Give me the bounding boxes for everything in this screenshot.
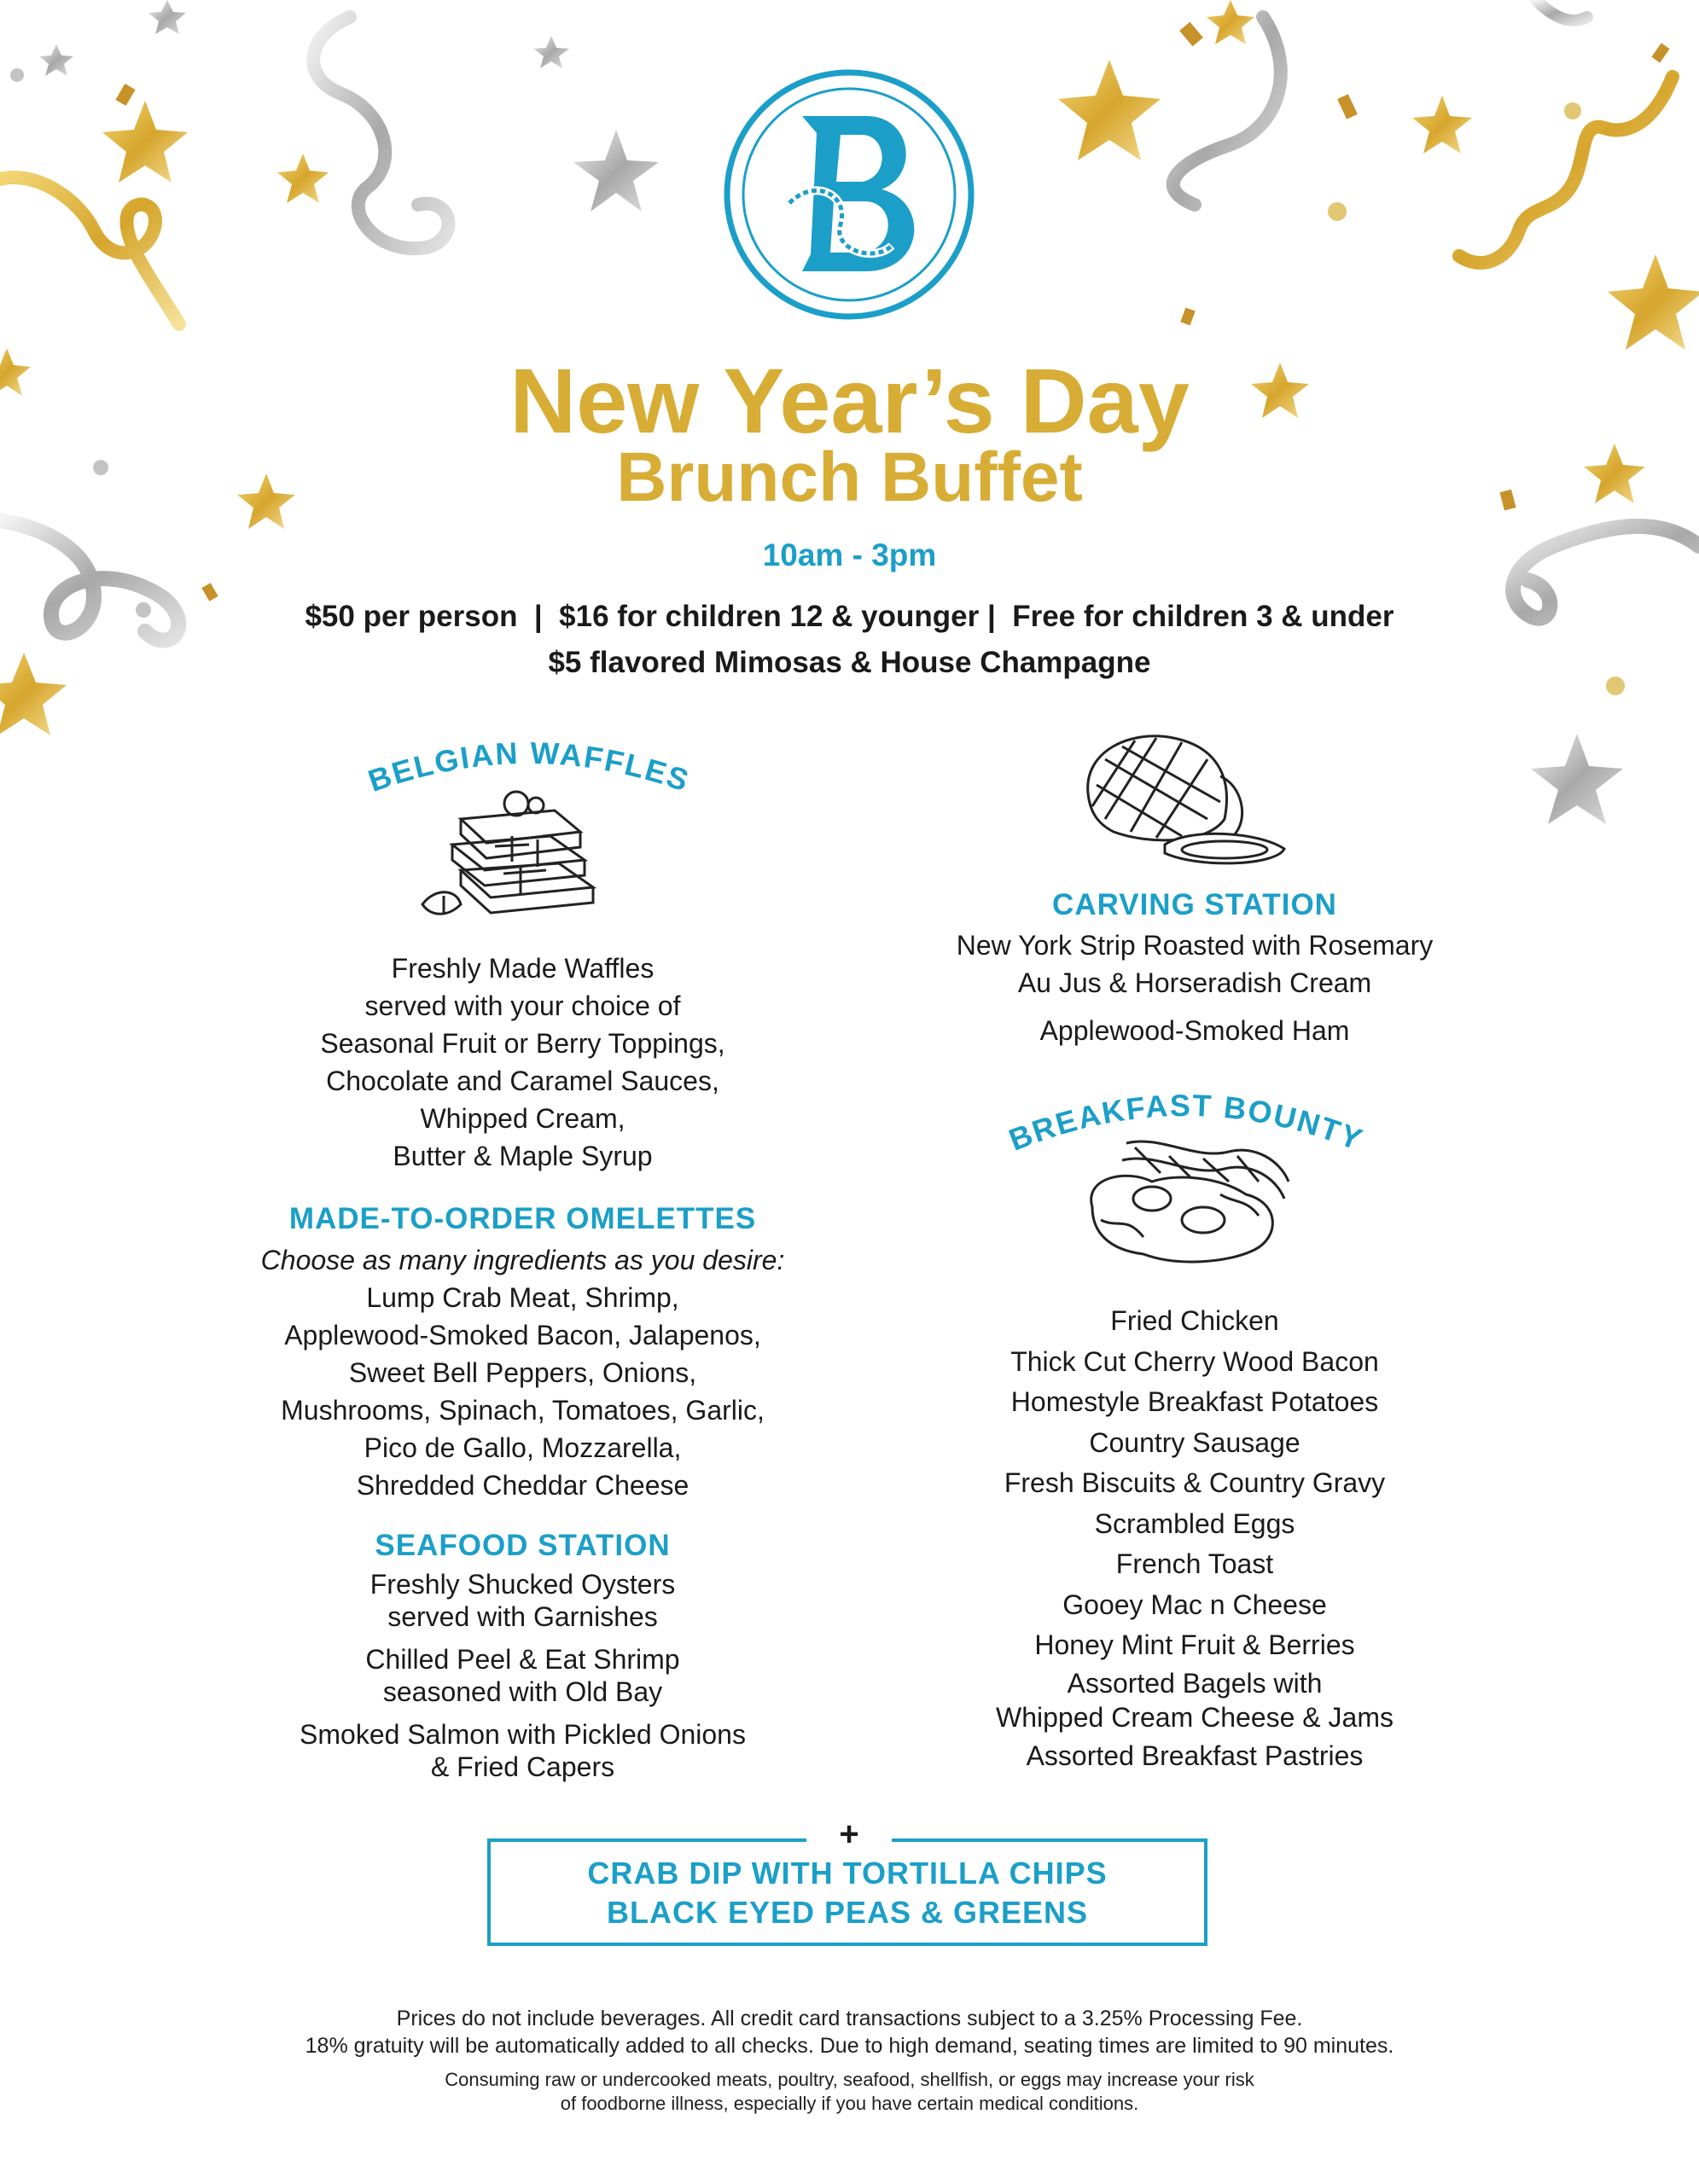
omelettes-item: Applewood-Smoked Bacon, Jalapenos, bbox=[284, 1320, 761, 1350]
eggs-bacon-icon bbox=[1075, 1135, 1306, 1271]
carving-item: New York Strip Roasted with Rosemary bbox=[956, 930, 1434, 961]
omelettes-item: Shredded Cheddar Cheese bbox=[356, 1470, 689, 1501]
footer-disclaimer: Consuming raw or undercooked meats, poultry, seafood, shellfish, or eggs may increase your risk bbox=[445, 2069, 1254, 2090]
carving-item: Au Jus & Horseradish Cream bbox=[1017, 967, 1372, 998]
gold-star-icon bbox=[1058, 60, 1161, 160]
waffles-item: Seasonal Fruit or Berry Toppings, bbox=[320, 1028, 725, 1059]
gold-star-icon bbox=[1207, 0, 1254, 44]
plus-icon: + bbox=[806, 1817, 892, 1851]
breakfast-item: Gooey Mac n Cheese bbox=[1062, 1589, 1327, 1620]
hours: 10am - 3pm bbox=[762, 537, 937, 572]
confetti bbox=[1337, 94, 1358, 119]
omelettes-item: Sweet Bell Peppers, Onions, bbox=[348, 1357, 697, 1388]
footer bbox=[0, 2005, 1699, 2116]
silver-streamer bbox=[1173, 17, 1281, 205]
confetti bbox=[1179, 22, 1203, 47]
gold-star-icon bbox=[102, 101, 188, 183]
confetti bbox=[1180, 307, 1195, 325]
seafood-title: SEAFOOD STATION bbox=[375, 1529, 671, 1562]
seafood-section bbox=[188, 1524, 858, 1783]
omelettes-item: Pico de Gallo, Mozzarella, bbox=[364, 1432, 682, 1463]
silver-star-icon bbox=[573, 130, 659, 212]
extras-line: CRAB DIP WITH TORTILLA CHIPS bbox=[587, 1856, 1108, 1891]
footer-line: 18% gratuity will be automatically added to all checks. Due to high demand, seating times are limited to 90 minutes. bbox=[305, 2034, 1394, 2058]
waffle-stack-icon bbox=[410, 785, 631, 930]
carving-item: Applewood-Smoked Ham bbox=[1039, 1015, 1350, 1046]
ham-roast-icon bbox=[1071, 725, 1293, 870]
silver-streamer bbox=[1536, 0, 1587, 20]
omelettes-item: Lump Crab Meat, Shrimp, bbox=[366, 1282, 679, 1313]
waffles-item: served with your choice of bbox=[364, 990, 681, 1021]
pricing: $50 per person | $16 for children 12 & younger | Free for children 3 & under bbox=[305, 600, 1394, 633]
breakfast-item: French Toast bbox=[1115, 1548, 1274, 1579]
breakfast-title-text: BREAKFAST BOUNTY bbox=[1004, 1087, 1369, 1158]
breakfast-item: Assorted Bagels with bbox=[1067, 1667, 1323, 1699]
omelettes-section bbox=[188, 1197, 858, 1504]
breakfast-item: Country Sausage bbox=[1089, 1426, 1300, 1458]
gold-star-icon bbox=[1608, 254, 1699, 350]
carving-title: CARVING STATION bbox=[1052, 888, 1337, 921]
breakfast-item: Thick Cut Cherry Wood Bacon bbox=[1010, 1345, 1379, 1377]
confetti bbox=[10, 68, 24, 82]
confetti bbox=[201, 583, 218, 601]
gold-star-icon bbox=[1412, 96, 1472, 154]
page-subtitle: Brunch Buffet bbox=[616, 439, 1083, 516]
breakfast-item: Fresh Biscuits & Country Gravy bbox=[1004, 1467, 1386, 1498]
seafood-item: Chilled Peel & Eat Shrimp bbox=[365, 1644, 680, 1675]
breakfast-item: Assorted Breakfast Pastries bbox=[1026, 1740, 1364, 1771]
seafood-item: Freshly Shucked Oysters bbox=[369, 1569, 676, 1600]
waffles-item: Butter & Maple Syrup bbox=[393, 1141, 653, 1171]
silver-star-icon bbox=[1531, 734, 1623, 824]
confetti bbox=[1651, 43, 1669, 62]
gold-star-icon bbox=[277, 154, 329, 203]
omelettes-intro: Choose as many ingredients as you desire: bbox=[260, 1245, 785, 1275]
seafood-item: served with Garnishes bbox=[387, 1601, 658, 1632]
extras-box bbox=[487, 1838, 1207, 1946]
drinks-offer: $5 flavored Mimosas & House Champagne bbox=[548, 646, 1151, 679]
page-title: New Year’s Day bbox=[509, 349, 1190, 452]
confetti bbox=[115, 84, 135, 106]
footer-disclaimer: of foodborne illness, especially if you have certain medical conditions. bbox=[560, 2093, 1139, 2114]
silver-star-icon bbox=[39, 44, 73, 76]
confetti bbox=[1564, 102, 1581, 119]
restaurant-logo bbox=[721, 67, 977, 322]
waffles-item: Freshly Made Waffles bbox=[391, 953, 655, 984]
breakfast-item: Honey Mint Fruit & Berries bbox=[1034, 1629, 1355, 1660]
waffles-title-text: BELGIAN WAFFLES bbox=[364, 735, 695, 799]
silver-streamer bbox=[313, 17, 448, 248]
breakfast-item: Scrambled Eggs bbox=[1094, 1507, 1295, 1539]
footer-line: Prices do not include beverages. All credit card transactions subject to a 3.25% Processing Fee. bbox=[396, 2007, 1303, 2030]
gold-streamer bbox=[1459, 77, 1673, 263]
omelettes-item: Mushrooms, Spinach, Tomatoes, Garlic, bbox=[281, 1395, 765, 1426]
silver-star-icon bbox=[148, 0, 186, 34]
waffles-item: Chocolate and Caramel Sauces, bbox=[326, 1066, 719, 1096]
waffles-item: Whipped Cream, bbox=[420, 1103, 625, 1134]
breakfast-item: Whipped Cream Cheese & Jams bbox=[996, 1701, 1394, 1733]
seafood-item: & Fried Capers bbox=[430, 1751, 615, 1782]
seafood-item: seasoned with Old Bay bbox=[382, 1676, 663, 1707]
carving-section bbox=[879, 884, 1510, 1049]
breakfast-section bbox=[905, 1301, 1485, 1777]
seafood-item: Smoked Salmon with Pickled Onions bbox=[300, 1719, 746, 1750]
silver-star-icon bbox=[533, 36, 569, 68]
confetti bbox=[1328, 202, 1347, 221]
omelettes-title: MADE-TO-ORDER OMELETTES bbox=[288, 1202, 757, 1235]
gold-streamer bbox=[0, 177, 179, 324]
breakfast-item: Fried Chicken bbox=[1110, 1305, 1279, 1336]
extras-line: BLACK EYED PEAS & GREENS bbox=[606, 1895, 1089, 1930]
breakfast-item: Homestyle Breakfast Potatoes bbox=[1010, 1386, 1379, 1417]
waffles-section bbox=[188, 950, 858, 1175]
